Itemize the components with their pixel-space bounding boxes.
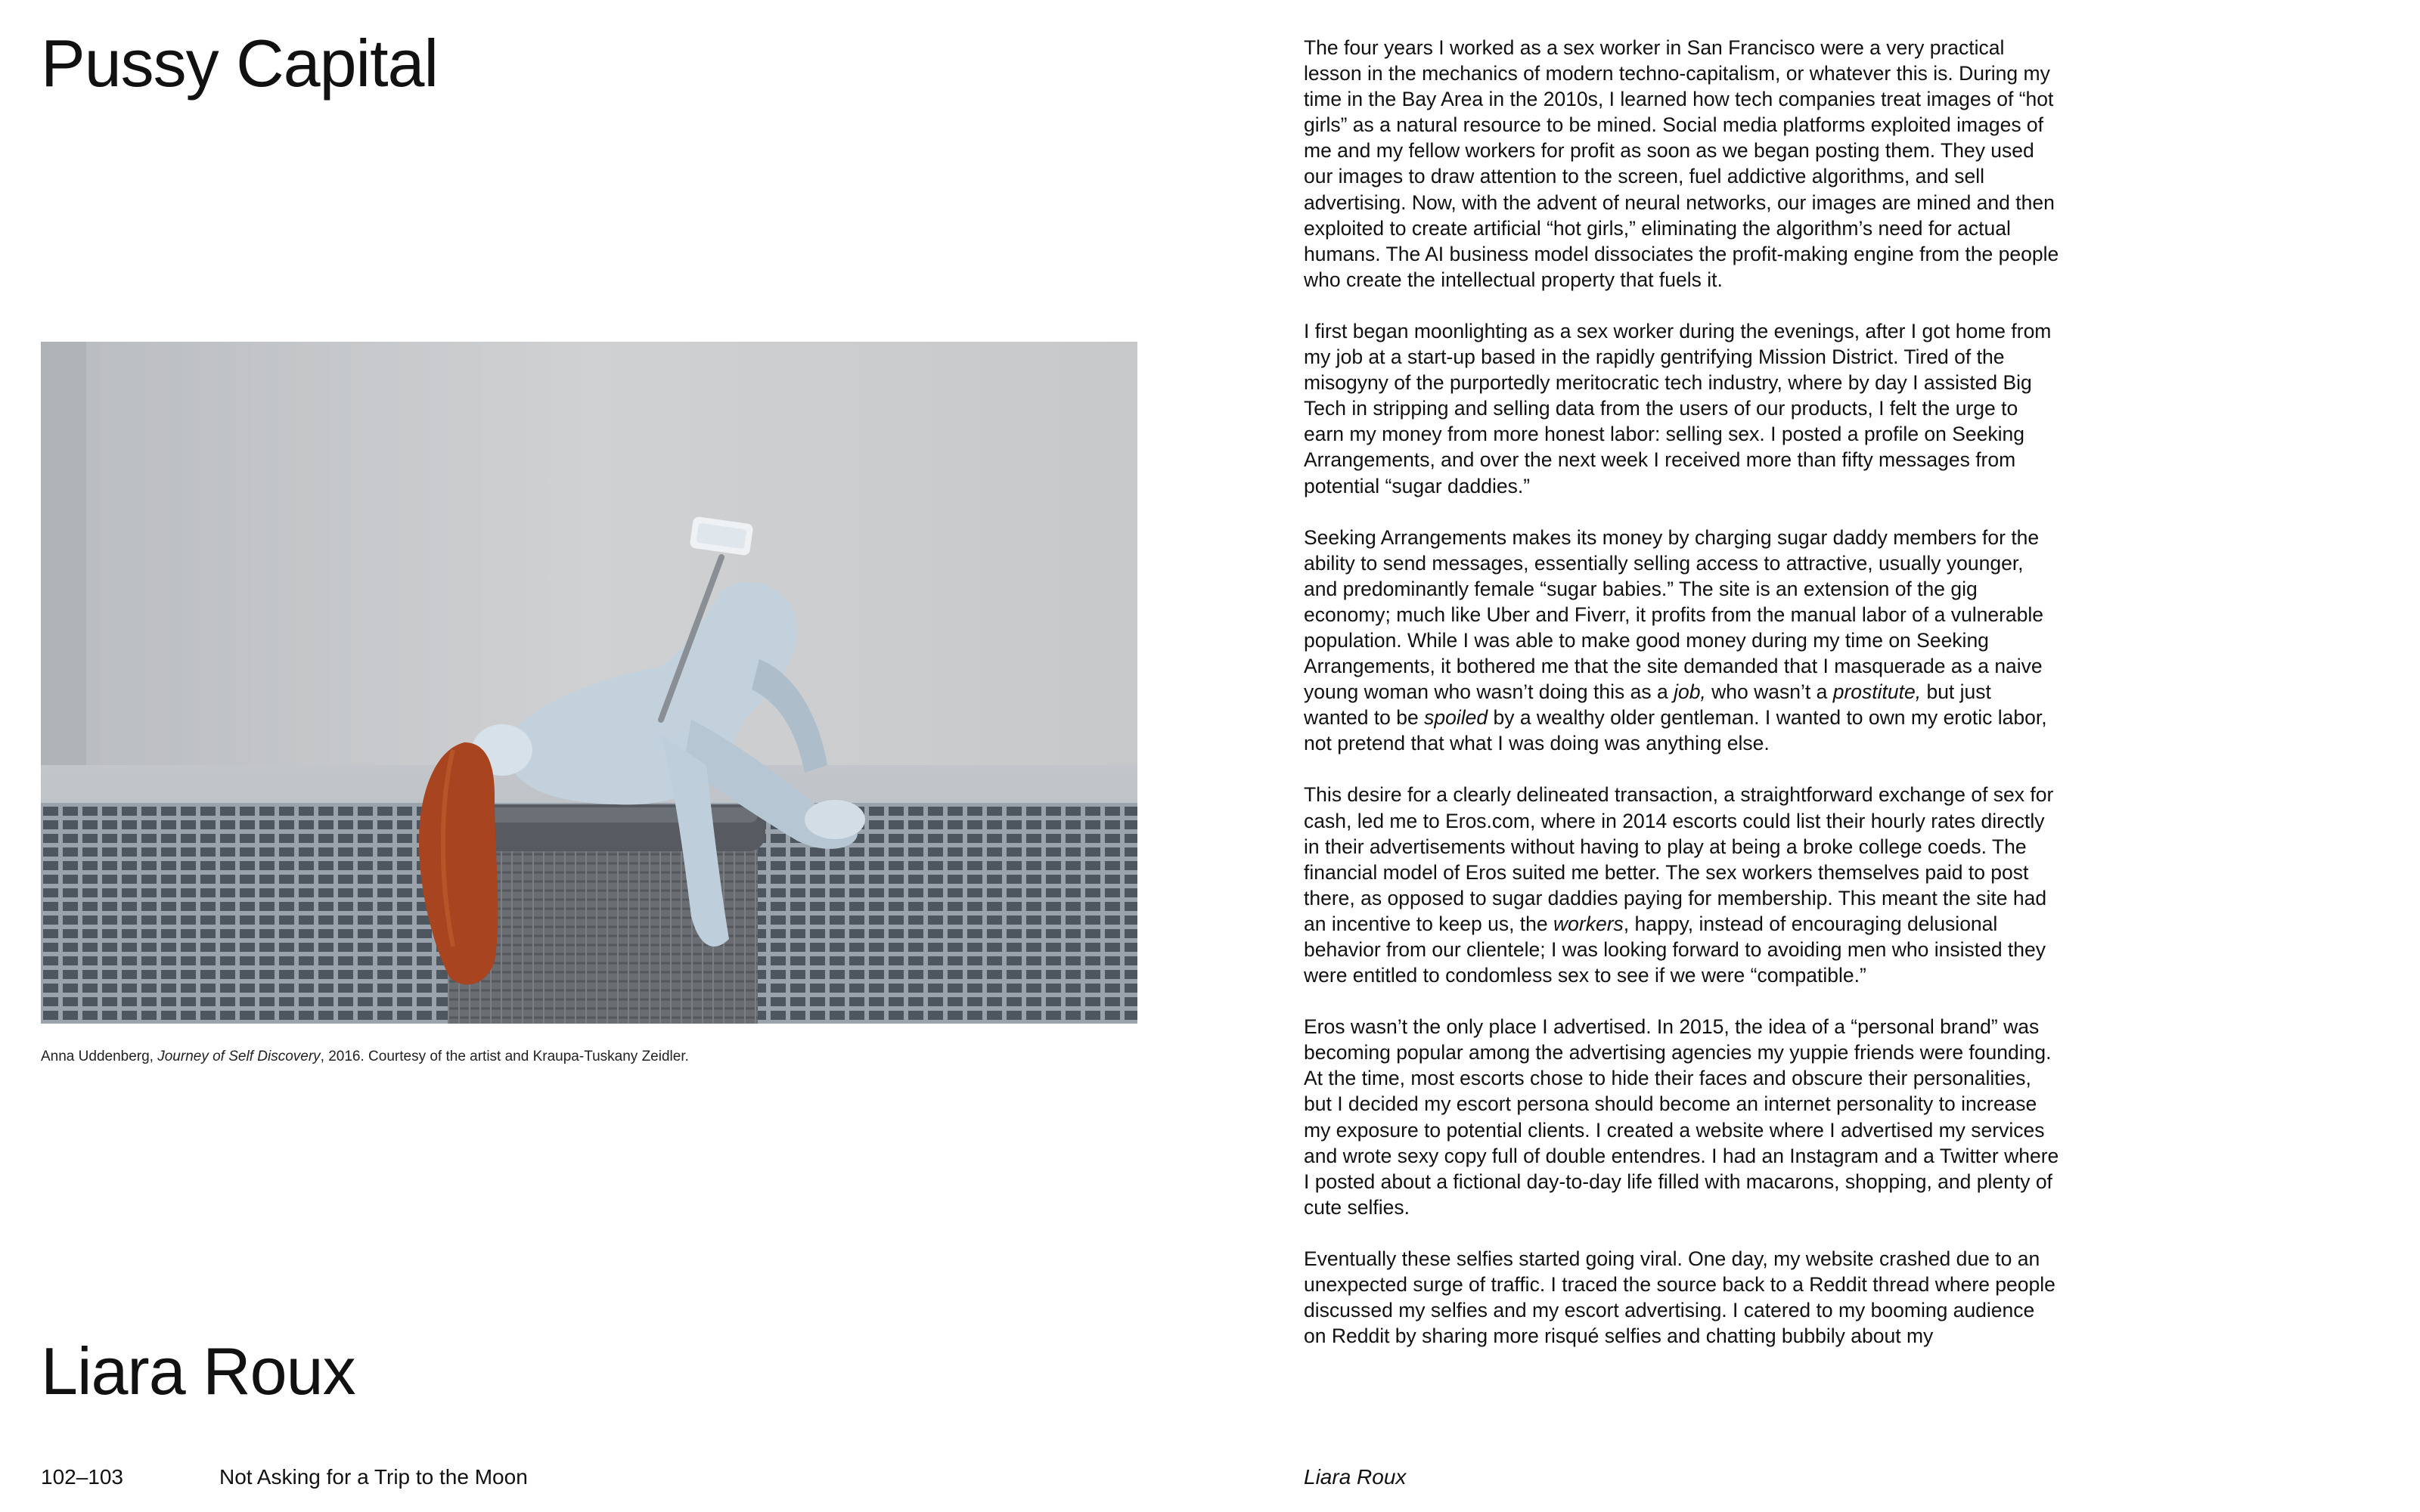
emphasis: job, <box>1674 680 1706 704</box>
essay-paragraph: Eventually these selfies started going viral. One day, my website crashed due to an unexpected surge of traffic. I traced the source back to a Reddit thread where people discussed my selfies and my escort advertising. I catered to my booming audience on Reddit by sharing more risqué selfies and chatting bubbily about my <box>1304 1247 2055 1348</box>
emphasis: spoiled <box>1424 706 1488 730</box>
essay-paragraph <box>1304 525 2060 757</box>
running-book-title: Not Asking for a Trip to the Moon <box>219 1465 528 1489</box>
sculpture-shoe <box>805 800 865 839</box>
paragraph-text: who wasn’t a <box>1705 680 1833 704</box>
paragraph-text: , happy, instead of encouraging delusional behavior from our clientele; I was looking forward to avoiding men who insisted they were entitled to condomless sex to see if we were “compatible.” <box>1304 912 2046 987</box>
essay-paragraph: Eros wasn’t the only place I advertised. In 2015, the idea of a “personal brand” was becoming popular among the advertising agencies my yuppie friends were founding. At the time, most escorts chose to hide their faces and obscure their personalities, but I decided my escort persona should become an internet personality to increase my exposure to potential clients. I created a website where I advertised my services and wrote sexy copy full of double entendres. I had an Instagram and a Twitter where I posted about a fictional day-to-day life filled with macarons, shopping, and plenty of cute selfies. <box>1304 1015 2059 1219</box>
essay-paragraph: The four years I worked as a sex worker in San Francisco were a very practical lesson in the mechanics of modern techno-capitalism, or whatever this is. During my time in the Bay Area in the 2010s, I learned how tech companies treat images of “hot girls” as a natural resource to be mined. Social media platforms exploited images of me and my fellow workers for profit as soon as we began posting them. They used our images to draw attention to the screen, fuel addictive algorithms, and sell advertising. Now, with the advent of neural networks, our images are mined and then exploited to create artificial “hot girls,” eliminating the algorithm’s need for actual humans. The AI business model dissociates the profit-making engine from the people who create the intellectual property that fuels it. <box>1304 36 2059 291</box>
caption-artist: Anna Uddenberg, <box>41 1049 158 1064</box>
author-name: Liara Roux <box>41 1334 355 1408</box>
caption-credit: , 2016. Courtesy of the artist and Kraupa-Tuskany Zeidler. <box>320 1049 689 1064</box>
essay-paragraph <box>1304 782 2060 988</box>
paragraph-text: Seeking Arrangements makes its money by charging sugar daddy members for the ability to send messages, essentially selling access to attractive, usually younger, and predominantly female “sugar babies.” The site is an extension of the gig economy; much like Uber and Fiverr, it profits from the manual labor of a vulnerable population. While I was able to make good money during my time on Seeking Arrangements, it bothered me that the site demanded that I masquerade as a naive young woman who wasn’t doing this as a <box>1304 525 2044 704</box>
artwork-illustration <box>41 342 1137 1024</box>
paragraph-text: by a wealthy older gentleman. I wanted to own my erotic labor, not pretend that what I was doing was anything else. <box>1304 706 2047 755</box>
figure-caption <box>41 1048 1137 1067</box>
emphasis: prostitute, <box>1832 680 1922 704</box>
running-author: Liara Roux <box>1304 1465 1407 1489</box>
paragraph-text: This desire for a clearly delineated transaction, a straightforward exchange of sex for cash, led me to Eros.com, where in 2014 escorts could list their hourly rates directly in their advertisements without having to play at being a broke college coeds. The financial model of Eros suited me better. The sex workers themselves paid to post there, as opposed to sugar daddies paying for membership. This meant the site had an incentive to keep us, the <box>1304 783 2054 935</box>
emphasis: workers <box>1553 912 1624 935</box>
paragraph-text: but just wanted to be <box>1304 680 1991 730</box>
caption-work-title: Journey of Self Discovery <box>157 1049 321 1064</box>
article-title: Pussy Capital <box>41 26 439 101</box>
essay-body <box>1304 35 2060 1374</box>
essay-paragraph: I first began moonlighting as a sex worker during the evenings, after I got home from my job at a start-up based in the rapidly gentrifying Mission District. Tired of the misogyny of the purportedly meritocratic tech industry, where by day I assisted Big Tech in stripping and selling data from the users of our products, I felt the urge to earn my money from more honest labor: selling sex. I posted a profile on Seeking Arrangements, and over the next week I received more than fifty messages from potential “sugar daddies.” <box>1304 319 2052 497</box>
page-numbers: 102–103 <box>41 1465 124 1489</box>
artwork-photo <box>41 342 1137 1024</box>
